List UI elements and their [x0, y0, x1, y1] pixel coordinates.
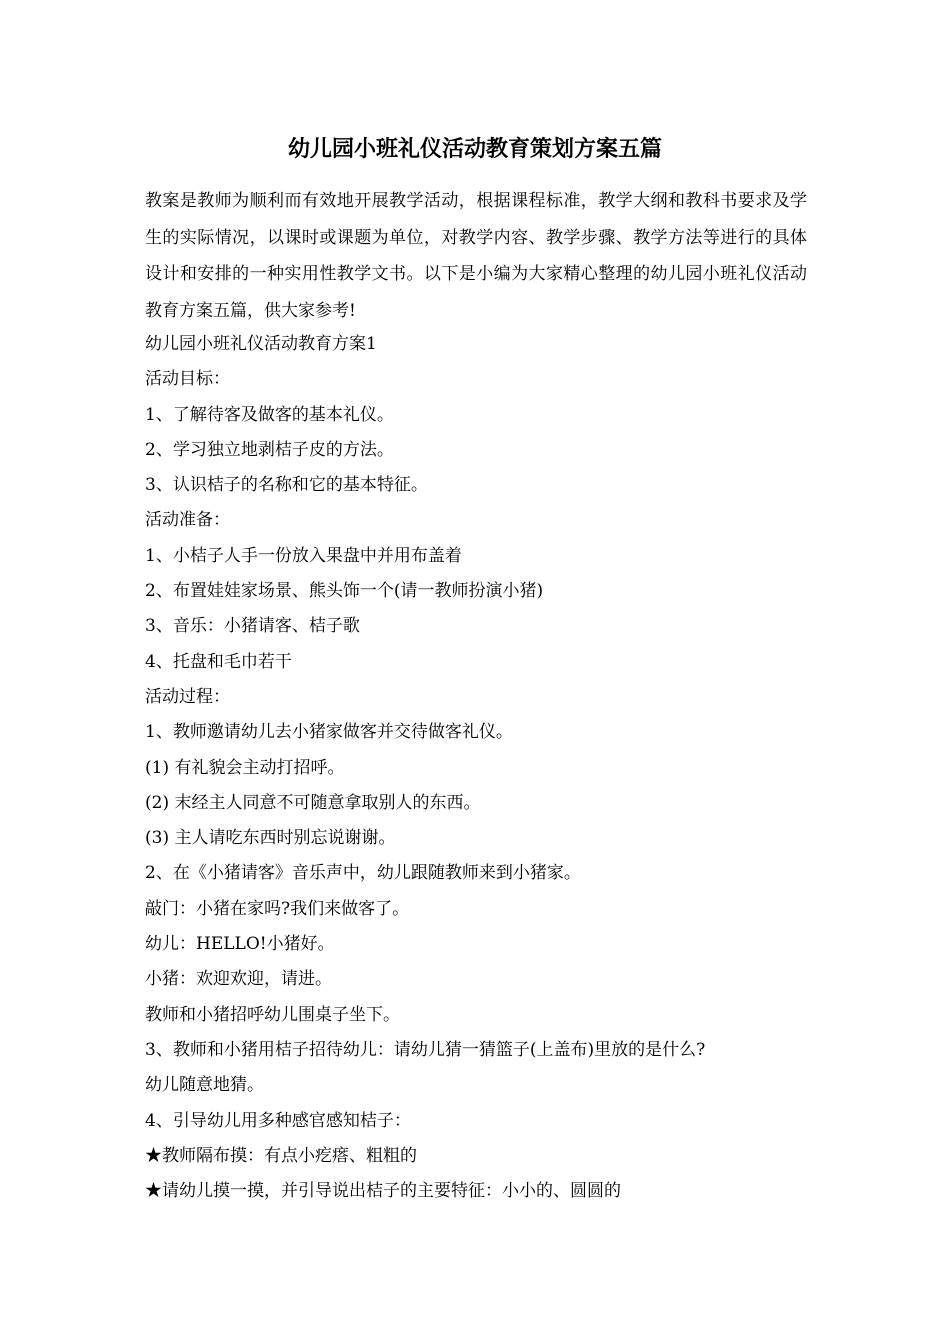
body-line: 2、学习独立地剥桔子皮的方法。 [145, 439, 394, 460]
body-line: 2、在《小猪请客》音乐声中，幼儿跟随教师来到小猪家。 [145, 863, 581, 884]
body-line: 2、布置娃娃家场景、熊头饰一个(请一教师扮演小猪) [145, 581, 544, 602]
document-title: 幼儿园小班礼仪活动教育策划方案五篇 [287, 137, 662, 162]
body-line: 幼儿随意地猜。 [145, 1075, 264, 1096]
body-line: (2) 末经主人同意不可随意拿取别人的东西。 [145, 792, 481, 813]
body-line: 1、小桔子人手一份放入果盘中并用布盖着 [145, 545, 462, 566]
body-line: 3、教师和小猪用桔子招待幼儿：请幼儿猜一猜篮子(上盖布)里放的是什么? [145, 1039, 706, 1060]
body-line: 1、教师邀请幼儿去小猪家做客并交待做客礼仪。 [145, 722, 513, 743]
body-line: 幼儿园小班礼仪活动教育方案1 [145, 334, 377, 354]
body-line: 小猪：欢迎欢迎，请进。 [145, 969, 332, 990]
body-line: 1、了解待客及做客的基本礼仪。 [145, 404, 394, 425]
body-line: 4、托盘和毛巾若干 [145, 651, 292, 672]
body-lines [145, 327, 807, 1209]
body-line: ★请幼儿摸一摸，并引导说出桔子的主要特征：小小的、圆圆的 [145, 1181, 621, 1202]
body-line: 活动目标： [145, 369, 230, 390]
body-line: (1) 有礼貌会主动打招呼。 [145, 757, 345, 778]
body-line: (3) 主人请吃东西时别忘说谢谢。 [145, 828, 396, 849]
body-line: 幼儿：HELLO!小猪好。 [145, 934, 335, 955]
body-line: 活动准备： [145, 510, 230, 531]
body-line: 活动过程： [145, 686, 230, 707]
body-line: 敲门：小猪在家吗?我们来做客了。 [145, 898, 410, 919]
body-line: 4、引导幼儿用多种感官感知桔子： [145, 1110, 411, 1131]
body-line: ★教师隔布摸：有点小疙瘩、粗粗的 [145, 1145, 417, 1166]
body-line: 教师和小猪招呼幼儿围桌子坐下。 [145, 1004, 400, 1025]
intro-paragraph: 教案是教师为顺利而有效地开展教学活动，根据课程标准，教学大纲和教科书要求及学生的实际情况，以课时或课题为单位，对教学内容、教学步骤、教学方法等进行的具体设计和安排的一种实用性教学文书。以下是小编为大家精心整理的幼儿园小班礼仪活动教育方案五篇，供大家参考! [145, 191, 807, 321]
body-line: 3、音乐：小猪请客、桔子歌 [145, 616, 360, 637]
body-line: 3、认识桔子的名称和它的基本特征。 [145, 475, 428, 496]
